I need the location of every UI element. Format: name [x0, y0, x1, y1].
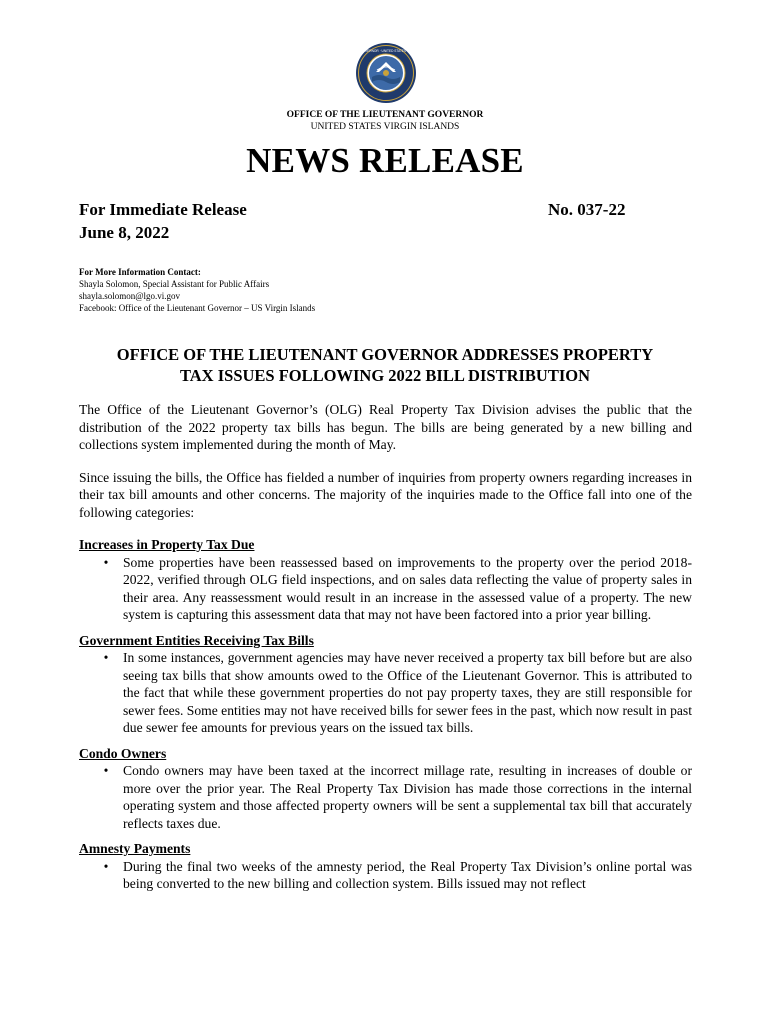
section-heading: Increases in Property Tax Due [79, 537, 255, 552]
headline-line-1: OFFICE OF THE LIEUTENANT GOVERNOR ADDRESSES PROPERTY [116, 345, 654, 364]
section-heading: Amnesty Payments [79, 841, 191, 856]
bullet-item [79, 762, 692, 832]
headline-line-2: TAX ISSUES FOLLOWING 2022 BILL DISTRIBUTION [179, 366, 591, 385]
release-label: For Immediate Release [79, 200, 247, 219]
contact-facebook: Facebook: Office of the Lieutenant Governor – US Virgin Islands [79, 303, 316, 313]
contact-heading: For More Information Contact: [79, 267, 201, 277]
headline [60, 344, 710, 386]
contact-email[interactable]: shayla.solomon@lgo.vi.gov [79, 291, 181, 301]
section-heading: Condo Owners [79, 745, 167, 761]
bullet-icon: • [103, 650, 109, 665]
contact-name: Shayla Solomon, Special Assistant for Public Affairs [79, 279, 270, 289]
bullet-item [79, 858, 692, 893]
article-body [79, 401, 692, 901]
seal-text: LIEUTENANT GOVERNOR · UNITED STATES VIRGIN ISLANDS [339, 49, 433, 53]
release-info [79, 198, 247, 244]
bullet-text: During the final two weeks of the amnesty period, the Real Property Tax Division’s online portal was being converted to the new billing and collection system. Bills issued may not reflect [123, 858, 692, 891]
office-territory-line: UNITED STATES VIRGIN ISLANDS [310, 122, 460, 132]
paragraph: Since issuing the bills, the Office has fielded a number of inquiries from property owners regarding increases in their tax bill amounts and other concerns. The majority of the inquiries made to the Office fall into one of the following categories: [79, 469, 692, 520]
office-name-line: OFFICE OF THE LIEUTENANT GOVERNOR [286, 110, 484, 120]
bullet-text: In some instances, government agencies may have never received a property tax bill before but are also seeing tax bills that show amounts owed to the Office of the Lieutenant Governor. This is attributed to the fact that while these government properties do not pay property taxes, they are still responsible for sewer fees. Some entities may not have received bills for sewer fees in the past, which now result in past due sewer fee amounts for previous years on the issued tax bills. [123, 650, 692, 735]
release-date: June 8, 2022 [79, 223, 170, 242]
contact-block [79, 266, 315, 314]
bullet-icon: • [103, 858, 109, 874]
paragraph: The Office of the Lieutenant Governor’s (OLG) Real Property Tax Division advises the public that the distribution of the 2022 property tax bills has begun. The bills are being generated by a new billing and collections system implemented during the month of May. [79, 402, 692, 452]
bullet-icon: • [103, 554, 109, 570]
bullet-item [79, 554, 692, 624]
bullet-item [79, 649, 692, 737]
lieutenant-governor-seal-icon [339, 42, 433, 104]
document-title: NEWS RELEASE [246, 141, 524, 180]
bullet-text: Some properties have been reassessed based on improvements to the property over the period 2018-2022, verified through OLG field inspections, and on sales data reflecting the value of property sales in their area. Any reassessment would result in an increase in the assessed value of a property. The new system is capturing this assessment data that may not have been factored into a prior year billing. [123, 554, 692, 622]
section-heading: Government Entities Receiving Tax Bills [79, 632, 314, 648]
bullet-icon: • [103, 763, 109, 778]
bullet-text: Condo owners may have been taxed at the incorrect millage rate, resulting in increases of double or more over the prior year. The Real Property Tax Division has made those corrections in the internal operating system and those affected property owners will be sent a supplemental tax bill that accurately reflects taxes due. [123, 763, 692, 831]
release-number: No. 037-22 [548, 200, 626, 219]
